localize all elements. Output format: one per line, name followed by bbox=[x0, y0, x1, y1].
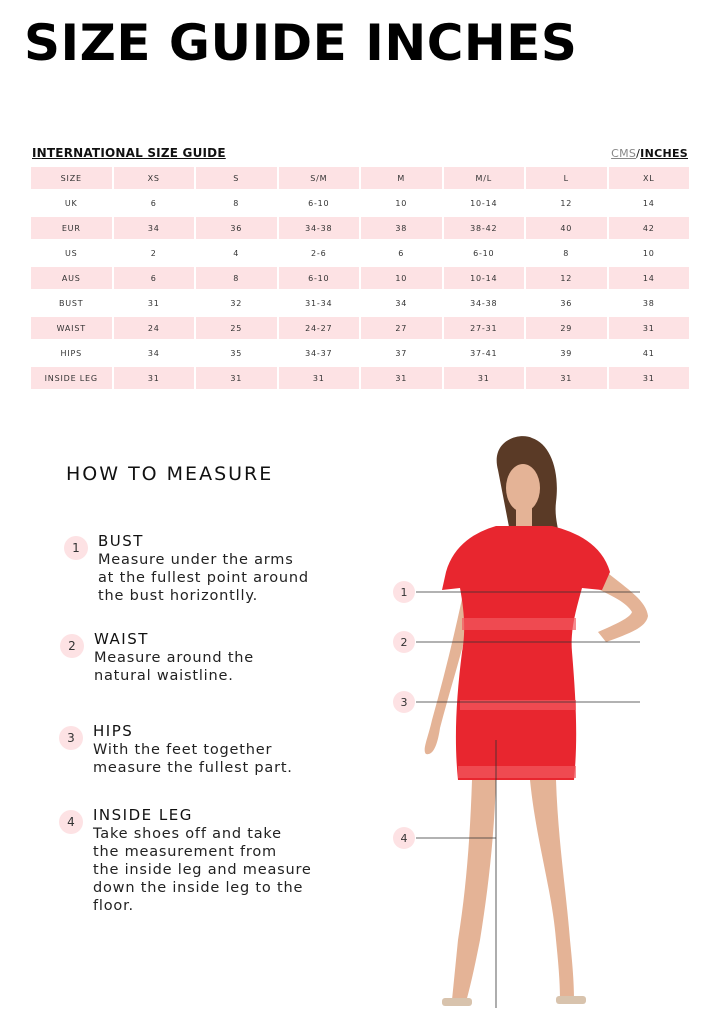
size-table-cell: 34-38 bbox=[470, 298, 498, 308]
unit-cms-link[interactable]: CMS bbox=[611, 147, 637, 160]
size-table-row-label: SIZE bbox=[31, 167, 112, 189]
step-line: the measurement from bbox=[93, 844, 277, 860]
model-dress bbox=[442, 526, 610, 780]
step-line: natural waistline. bbox=[94, 668, 234, 684]
size-table-title: INTERNATIONAL SIZE GUIDE bbox=[32, 146, 226, 160]
size-table-row-label: EUR bbox=[31, 217, 112, 239]
size-table-cell: 31 bbox=[361, 367, 442, 389]
waist-marker: 2 bbox=[393, 631, 415, 653]
size-table-cell: 12 bbox=[560, 198, 573, 208]
size-table-cell: 10-14 bbox=[470, 198, 498, 208]
step-line: at the fullest point around bbox=[98, 570, 309, 586]
size-table-cell: 41 bbox=[642, 348, 655, 358]
step-title: WAIST bbox=[94, 630, 149, 648]
step-description bbox=[94, 649, 254, 685]
size-table-cell: 6 bbox=[398, 248, 405, 258]
size-table-cell: 31 bbox=[196, 367, 277, 389]
size-table-cell: 6-10 bbox=[308, 198, 330, 208]
size-table-row-label: BUST bbox=[58, 298, 84, 308]
size-table-cell: 31-34 bbox=[305, 298, 333, 308]
size-table-cell: 31 bbox=[444, 367, 525, 389]
model-face bbox=[506, 464, 540, 512]
size-table-header-cell: S/M bbox=[279, 167, 360, 189]
step-number-badge: 1 bbox=[64, 536, 88, 560]
size-table-cell: 29 bbox=[526, 317, 607, 339]
step-line: floor. bbox=[93, 898, 134, 914]
size-table-row-label: UK bbox=[64, 198, 78, 208]
size-table-cell: 38 bbox=[361, 217, 442, 239]
size-table-cell: 25 bbox=[196, 317, 277, 339]
size-table-cell: 8 bbox=[563, 248, 570, 258]
step-line: the inside leg and measure bbox=[93, 862, 312, 878]
size-table-cell: 31 bbox=[609, 367, 690, 389]
unit-inches-link[interactable]: INCHES bbox=[640, 147, 688, 160]
size-table-header-cell: M/L bbox=[444, 167, 525, 189]
size-table-cell: 32 bbox=[230, 298, 243, 308]
step-line: Measure around the bbox=[94, 650, 255, 666]
size-table-row-label: US bbox=[64, 248, 78, 258]
size-table-cell: 34-38 bbox=[279, 217, 360, 239]
size-table-cell: 6-10 bbox=[473, 248, 495, 258]
dress-lace-band bbox=[462, 618, 576, 630]
model-neck bbox=[516, 508, 532, 528]
size-table-cell: 36 bbox=[196, 217, 277, 239]
size-table-cell: 35 bbox=[230, 348, 243, 358]
model-leg-left bbox=[452, 780, 496, 1002]
model-figure-illustration bbox=[380, 420, 700, 1020]
hips-marker: 3 bbox=[393, 691, 415, 713]
size-table-cell: 31 bbox=[279, 367, 360, 389]
step-title: INSIDE LEG bbox=[93, 806, 193, 824]
size-table-cell: 37 bbox=[395, 348, 408, 358]
step-title: BUST bbox=[98, 532, 144, 550]
size-table-cell: 4 bbox=[233, 248, 240, 258]
step-line: Measure under the arms bbox=[98, 552, 294, 568]
step-line: down the inside leg to the bbox=[93, 880, 304, 896]
size-table-cell: 8 bbox=[233, 198, 240, 208]
size-table-cell: 31 bbox=[147, 298, 160, 308]
model-shoe bbox=[556, 996, 586, 1004]
size-table-cell: 34 bbox=[147, 348, 160, 358]
bust-marker: 1 bbox=[393, 581, 415, 603]
size-table-cell: 2-6 bbox=[311, 248, 327, 258]
size-table-cell: 10 bbox=[642, 248, 655, 258]
step-line: measure the fullest part. bbox=[93, 760, 293, 776]
step-description bbox=[98, 551, 309, 605]
model-shoe bbox=[442, 998, 472, 1006]
size-table-cell: 10 bbox=[361, 267, 442, 289]
inside-leg-marker: 4 bbox=[393, 827, 415, 849]
size-table-cell: 2 bbox=[150, 248, 157, 258]
size-table-cell: 24 bbox=[114, 317, 195, 339]
size-table-cell: 6 bbox=[150, 198, 157, 208]
step-number-badge: 3 bbox=[59, 726, 83, 750]
model-leg-right bbox=[530, 780, 574, 1000]
size-table-cell: 38-42 bbox=[444, 217, 525, 239]
step-title: HIPS bbox=[93, 722, 134, 740]
size-table-row-label: WAIST bbox=[31, 317, 112, 339]
size-table-row-label: INSIDE LEG bbox=[31, 367, 112, 389]
size-table-cell: 34-37 bbox=[305, 348, 333, 358]
size-table-header-cell: XS bbox=[114, 167, 195, 189]
size-table-cell: 24-27 bbox=[279, 317, 360, 339]
unit-separator: / bbox=[636, 147, 641, 160]
how-to-measure-heading: HOW TO MEASURE bbox=[66, 463, 274, 485]
size-table-cell: 34 bbox=[395, 298, 408, 308]
size-table-cell: 10 bbox=[395, 198, 408, 208]
size-table-header-cell: L bbox=[526, 167, 607, 189]
size-table-cell: 31 bbox=[526, 367, 607, 389]
size-table-cell: 31 bbox=[114, 367, 195, 389]
size-table-row-label: HIPS bbox=[60, 348, 82, 358]
size-table-cell: 27 bbox=[361, 317, 442, 339]
size-table-cell: 31 bbox=[609, 317, 690, 339]
step-number-badge: 4 bbox=[59, 810, 83, 834]
size-table-header-cell: S bbox=[196, 167, 277, 189]
page-title: SIZE GUIDE INCHES bbox=[24, 14, 578, 72]
dress-lace-band bbox=[460, 700, 576, 710]
size-table bbox=[31, 167, 689, 389]
size-table-header-cell: M bbox=[361, 167, 442, 189]
size-table-header-cell: XL bbox=[609, 167, 690, 189]
step-line: With the feet together bbox=[93, 742, 273, 758]
step-description bbox=[93, 825, 312, 915]
dress-lace-band bbox=[458, 766, 576, 778]
size-table-cell: 40 bbox=[526, 217, 607, 239]
step-line: the bust horizontlly. bbox=[98, 588, 259, 604]
size-table-row-label: AUS bbox=[31, 267, 112, 289]
size-table-cell: 8 bbox=[196, 267, 277, 289]
size-table-cell: 37-41 bbox=[470, 348, 498, 358]
unit-switch bbox=[611, 147, 688, 160]
size-table-cell: 12 bbox=[526, 267, 607, 289]
size-table-cell: 14 bbox=[609, 267, 690, 289]
size-table-cell: 6 bbox=[114, 267, 195, 289]
step-number-badge: 2 bbox=[60, 634, 84, 658]
size-table-cell: 34 bbox=[114, 217, 195, 239]
size-table-cell: 36 bbox=[560, 298, 573, 308]
step-description bbox=[93, 741, 293, 777]
size-table-cell: 42 bbox=[609, 217, 690, 239]
size-table-cell: 27-31 bbox=[444, 317, 525, 339]
size-table-cell: 14 bbox=[642, 198, 655, 208]
size-table-cell: 10-14 bbox=[444, 267, 525, 289]
step-line: Take shoes off and take bbox=[93, 826, 282, 842]
size-table-cell: 39 bbox=[560, 348, 573, 358]
size-table-cell: 6-10 bbox=[279, 267, 360, 289]
size-table-cell: 38 bbox=[642, 298, 655, 308]
